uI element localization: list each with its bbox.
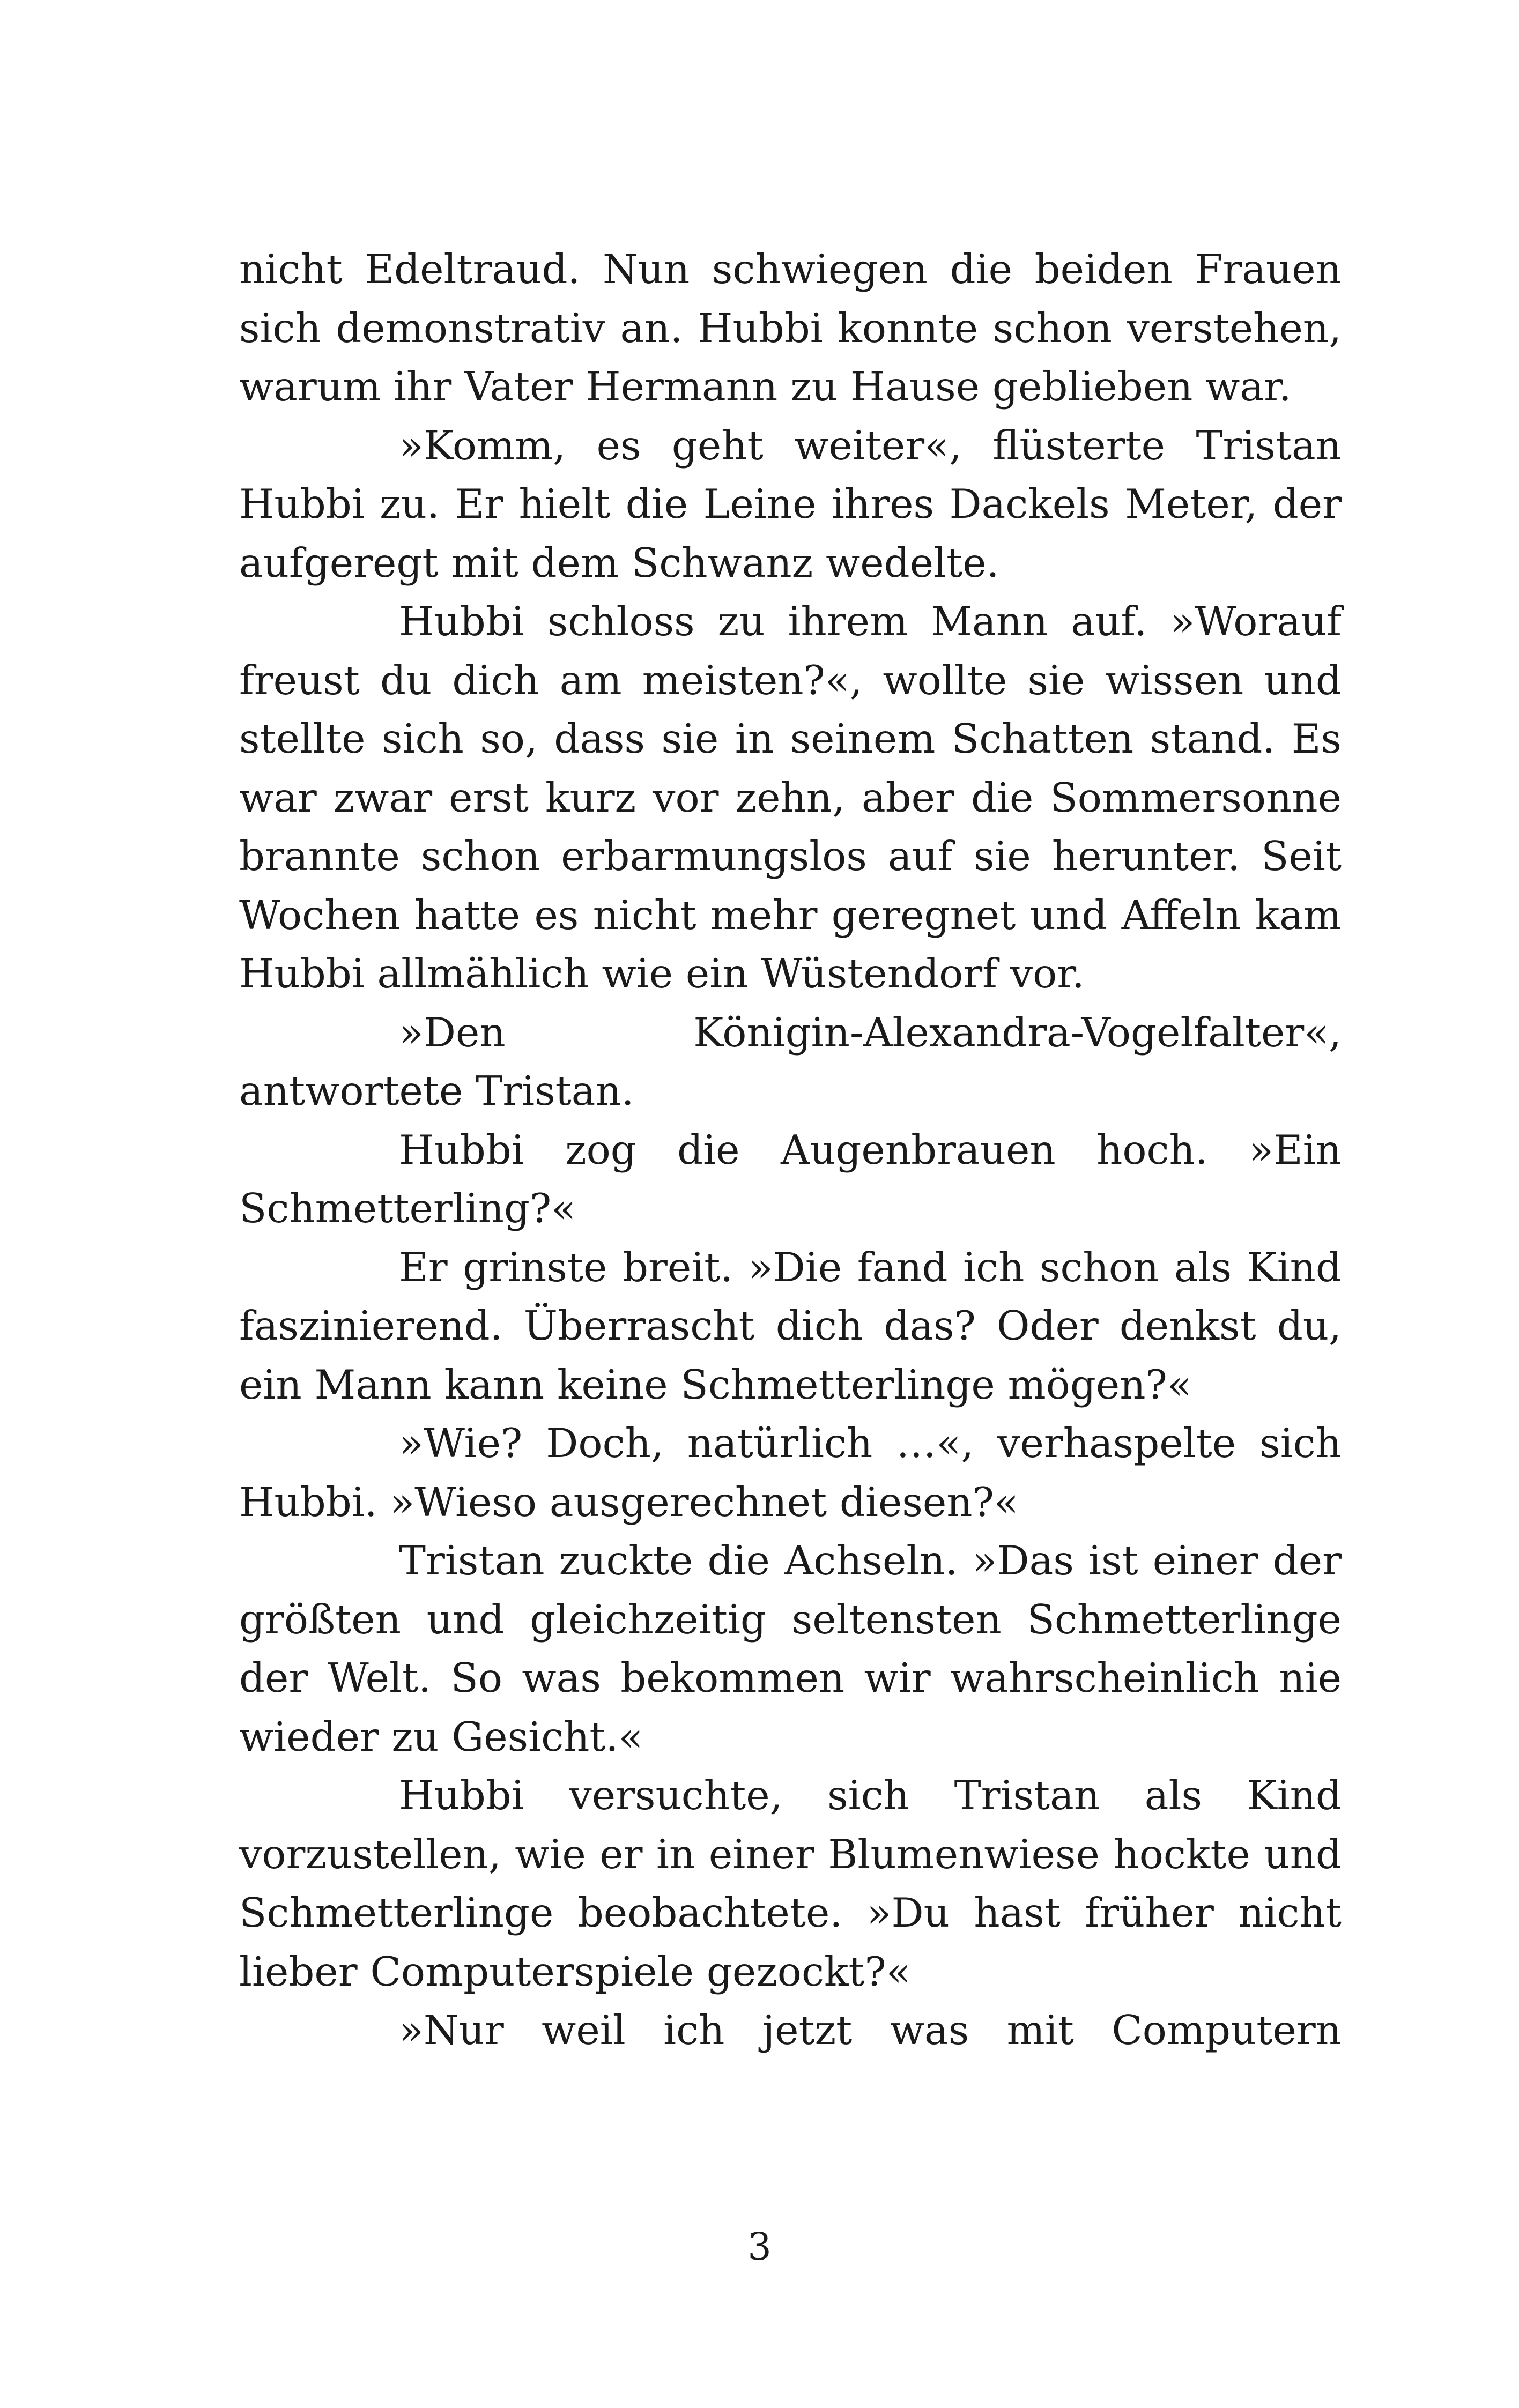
paragraph bbox=[239, 1121, 1342, 1238]
paragraph bbox=[239, 240, 1342, 417]
text-line: Hubbi schloss zu ihrem Mann auf. »Worauf bbox=[399, 598, 1342, 645]
text-line: Wochen hatte es nicht mehr geregnet und Affeln kam bbox=[239, 891, 1342, 939]
text-line: vorzustellen, wie er in einer Blumenwiese hockte und bbox=[239, 1830, 1342, 1878]
text-line: der Welt. So was bekommen wir wahrscheinlich nie bbox=[239, 1654, 1342, 1701]
text-line: war zwar erst kurz vor zehn, aber die Sommersonne bbox=[239, 774, 1342, 821]
text-line: größten und gleichzeitig seltensten Schmetterlinge bbox=[239, 1595, 1342, 1643]
body-text bbox=[239, 240, 1342, 2060]
paragraph bbox=[239, 1238, 1342, 1415]
paragraph bbox=[239, 592, 1342, 1004]
text-line: nicht Edeltraud. Nun schwiegen die beiden Frauen bbox=[239, 246, 1342, 293]
text-line: warum ihr Vater Hermann zu Hause geblieben war. bbox=[239, 363, 1292, 410]
paragraph bbox=[239, 2001, 1342, 2060]
text-line: brannte schon erbarmungslos auf sie herunter. Seit bbox=[239, 833, 1342, 880]
text-line: »Nur weil ich jetzt was mit Computern bbox=[399, 2006, 1342, 2054]
paragraph bbox=[239, 1532, 1342, 1766]
text-line: wieder zu Gesicht.« bbox=[239, 1713, 643, 1760]
text-line: »Komm, es geht weiter«, flüsterte Tristan bbox=[399, 421, 1342, 469]
text-line: »Den Königin-Alexandra-Vogelfalter«, bbox=[399, 1008, 1342, 1056]
text-line: Hubbi. »Wieso ausgerechnet diesen?« bbox=[239, 1478, 1019, 1526]
text-line: ein Mann kann keine Schmetterlinge mögen?« bbox=[239, 1361, 1192, 1408]
text-line: aufgeregt mit dem Schwanz wedelte. bbox=[239, 539, 999, 586]
text-line: freust du dich am meisten?«, wollte sie wissen und bbox=[239, 656, 1342, 704]
text-line: Schmetterling?« bbox=[239, 1185, 576, 1232]
text-line: Hubbi zog die Augenbrauen hoch. »Ein bbox=[399, 1126, 1342, 1173]
text-line: Schmetterlinge beobachtete. »Du hast früher nicht bbox=[239, 1889, 1342, 1936]
page-number: 3 bbox=[747, 2225, 772, 2269]
paragraph bbox=[239, 1004, 1342, 1121]
text-line: Hubbi zu. Er hielt die Leine ihres Dackels Meter, der bbox=[239, 480, 1342, 527]
text-line: stellte sich so, dass sie in seinem Schatten stand. Es bbox=[239, 715, 1342, 762]
text-line: sich demonstrativ an. Hubbi konnte schon verstehen, bbox=[239, 304, 1342, 352]
text-line: lieber Computerspiele gezockt?« bbox=[239, 1948, 911, 1995]
text-line: faszinierend. Überrascht dich das? Oder denkst du, bbox=[239, 1302, 1342, 1349]
paragraph bbox=[239, 417, 1342, 593]
text-line: Hubbi versuchte, sich Tristan als Kind bbox=[399, 1772, 1342, 1819]
text-line: Tristan zuckte die Achseln. »Das ist einer der bbox=[399, 1537, 1342, 1584]
text-line: »Wie? Doch, natürlich …«, verhaspelte sich bbox=[399, 1419, 1342, 1467]
text-line: antwortete Tristan. bbox=[239, 1067, 634, 1114]
text-line: Hubbi allmählich wie ein Wüstendorf vor. bbox=[239, 950, 1085, 997]
paragraph bbox=[239, 1414, 1342, 1532]
text-line: Er grinste breit. »Die fand ich schon als Kind bbox=[399, 1243, 1342, 1291]
paragraph bbox=[239, 1766, 1342, 2001]
